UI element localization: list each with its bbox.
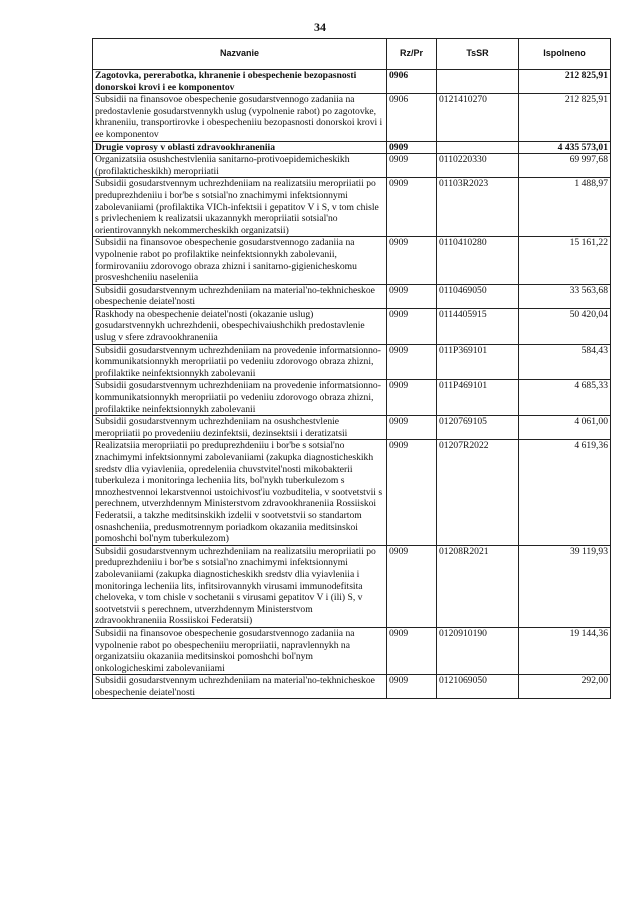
- cell-executed: 33 563,68: [519, 284, 611, 308]
- cell-rzpr: 0909: [387, 675, 437, 699]
- cell-executed: 292,00: [519, 675, 611, 699]
- table-row: [93, 94, 611, 141]
- cell-csr: [437, 141, 519, 154]
- cell-csr: 011P369101: [437, 344, 519, 380]
- cell-name: Subsidii gosudarstvennym uchrezhdeniiam na material'no-tekhnicheskoe obespechenie deiatel'nosti: [93, 675, 387, 699]
- cell-executed: 15 161,22: [519, 237, 611, 284]
- cell-csr: 0121410270: [437, 94, 519, 141]
- table-row: [93, 627, 611, 674]
- budget-table: [92, 38, 611, 699]
- cell-rzpr: 0909: [387, 308, 437, 344]
- cell-name: Subsidii gosudarstvennym uchrezhdeniiam na provedenie informatsionno-kommunikatsionnykh meropriiatii po vedeniiu zdorovogo obraza zhizni, profilaktike neinfektsionnykh zabolevanii: [93, 380, 387, 416]
- cell-name: Organizatsiia osushchestvleniia sanitarno-protivoepidemicheskikh (profilakticheskikh) meropriiatii: [93, 154, 387, 178]
- cell-rzpr: 0909: [387, 344, 437, 380]
- cell-csr: 0120769105: [437, 416, 519, 440]
- header-rzpr: Rz/Pr: [387, 39, 437, 70]
- cell-csr: 0114405915: [437, 308, 519, 344]
- cell-name: Realizatsiia meropriiatii po preduprezhdeniiu i bor'be s sotsial'no znachimymi infektsionnymi zabolevaniiami (zakupka diagnosticheskikh sredstv dlia vyiavleniia, opredeleniia chuvstvitel'nosti mikobakterii tuberkuleza i monitoringa lecheniia lits, bol'nykh tuberkulezom s mnozhestvennoi lekarstvennoi ustoichivost'iu vozbuditelia, v sootvetstvii s perechnem, utverzhdennym Ministerstvom zdravookhraneniia Rossiiskoi Federatsii, a takzhe meditsinskikh izdelii v sootvetstvii so standartom osnashcheniia, predusmotrennym poriadkom okazaniia meditsinskoi pomoshchi bol'nym tuberkulezom): [93, 440, 387, 545]
- header-name: Nazvanie: [93, 39, 387, 70]
- table-row: [93, 178, 611, 237]
- table-row: [93, 284, 611, 308]
- cell-name: Subsidii gosudarstvennym uchrezhdeniiam na osushchestvlenie meropriiatii po provedeniiu dezinfektsii, dezinsektsii i deratizatsii: [93, 416, 387, 440]
- cell-csr: 01103R2023: [437, 178, 519, 237]
- table-row: [93, 440, 611, 545]
- cell-rzpr: 0909: [387, 141, 437, 154]
- cell-name: Subsidii gosudarstvennym uchrezhdeniiam na realizatsiiu meropriiatii po preduprezhdeniiu i bor'be s sotsial'no znachimymi infektsionnymi zabolevaniiami (profilaktika VICh-infektsii i gepatitov V i S, v tom chisle s privlecheniem k realizatsii ukazannykh meropriiatii sotsial'no orientirovannykh nekommercheskikh organizatsii): [93, 178, 387, 237]
- cell-name: Subsidii na finansovoe obespechenie gosudarstvennogo zadaniia na vypolnenie rabot po obespecheniiu meropriiatii, napravlennykh na organizatsiiu okazaniia meditsinskoi pomoshchi bol'nym onkologicheskimi zabolevaniiami: [93, 627, 387, 674]
- cell-executed: 19 144,36: [519, 627, 611, 674]
- cell-executed: 39 119,93: [519, 545, 611, 627]
- cell-rzpr: 0909: [387, 545, 437, 627]
- cell-executed: 584,43: [519, 344, 611, 380]
- table-row: [93, 545, 611, 627]
- cell-executed: 212 825,91: [519, 70, 611, 94]
- cell-csr: 011P469101: [437, 380, 519, 416]
- cell-executed: 1 488,97: [519, 178, 611, 237]
- header-executed: Ispolneno: [519, 39, 611, 70]
- cell-executed: 4 619,36: [519, 440, 611, 545]
- cell-csr: 0120910190: [437, 627, 519, 674]
- table-row: [93, 344, 611, 380]
- cell-csr: [437, 70, 519, 94]
- cell-rzpr: 0909: [387, 627, 437, 674]
- cell-name: Subsidii gosudarstvennym uchrezhdeniiam na provedenie informatsionno-kommunikatsionnykh meropriiatii po vedeniiu zdorovogo obraza zhizni, profilaktike neinfektsionnykh zabolevanii: [93, 344, 387, 380]
- cell-name: Drugie voprosy v oblasti zdravookhraneniia: [93, 141, 387, 154]
- table-row: [93, 141, 611, 154]
- cell-csr: 0110410280: [437, 237, 519, 284]
- table-row: [93, 675, 611, 699]
- cell-rzpr: 0906: [387, 70, 437, 94]
- cell-name: Subsidii gosudarstvennym uchrezhdeniiam na material'no-tekhnicheskoe obespechenie deiatel'nosti: [93, 284, 387, 308]
- cell-name: Subsidii gosudarstvennym uchrezhdeniiam na realizatsiiu meropriiatii po preduprezhdeniiu i bor'be s sotsial'no znachimymi infektsionnymi zabolevaniiami (zakupka diagnosticheskikh sredstv dlia vyiavleniia i monitoringa lecheniia lits, infitsirovannykh virusami immunodefitsita cheloveka, v tom chisle v sochetanii s virusami gepatitov V i (ili) S, v sootvetstvii s perechnem, utverzhdennym Ministerstvom zdravookhraneniia Rossiiskoi Federatsii): [93, 545, 387, 627]
- table-row: [93, 154, 611, 178]
- cell-name: Subsidii na finansovoe obespechenie gosudarstvennogo zadaniia na predostavlenie gosudarstvennykh uslug (vypolnenie rabot) po zagotovke, khraneniiu, transportirovke i obespecheniiu bezopasnosti donorskoi krovi i ee komponentov: [93, 94, 387, 141]
- cell-csr: 0121069050: [437, 675, 519, 699]
- cell-rzpr: 0909: [387, 440, 437, 545]
- cell-csr: 0110220330: [437, 154, 519, 178]
- cell-rzpr: 0906: [387, 94, 437, 141]
- cell-rzpr: 0909: [387, 416, 437, 440]
- cell-executed: 69 997,68: [519, 154, 611, 178]
- table-row: [93, 416, 611, 440]
- cell-rzpr: 0909: [387, 154, 437, 178]
- table-header-row: [93, 39, 611, 70]
- cell-rzpr: 0909: [387, 284, 437, 308]
- cell-name: Zagotovka, pererabotka, khranenie i obespechenie bezopasnosti donorskoi krovi i ee komponentov: [93, 70, 387, 94]
- table-row: [93, 308, 611, 344]
- cell-rzpr: 0909: [387, 380, 437, 416]
- cell-rzpr: 0909: [387, 237, 437, 284]
- cell-name: Raskhody na obespechenie deiatel'nosti (okazanie uslug) gosudarstvennykh uchrezhdenii, obespechivaiushchikh predostavlenie uslug v sfere zdravookhraneniia: [93, 308, 387, 344]
- cell-executed: 212 825,91: [519, 94, 611, 141]
- table-row: [93, 70, 611, 94]
- table-body: [93, 70, 611, 699]
- header-csr: TsSR: [437, 39, 519, 70]
- cell-executed: 4 061,00: [519, 416, 611, 440]
- table-row: [93, 237, 611, 284]
- table-row: [93, 380, 611, 416]
- cell-name: Subsidii na finansovoe obespechenie gosudarstvennogo zadaniia na vypolnenie rabot po profilaktike neinfektsionnykh zabolevanii, formirovaniiu zdorovogo obraza zhizni i sanitarno-gigienicheskomu prosveshcheniiu naseleniia: [93, 237, 387, 284]
- cell-executed: 4 685,33: [519, 380, 611, 416]
- cell-rzpr: 0909: [387, 178, 437, 237]
- cell-executed: 4 435 573,01: [519, 141, 611, 154]
- cell-executed: 50 420,04: [519, 308, 611, 344]
- cell-csr: 01207R2022: [437, 440, 519, 545]
- cell-csr: 0110469050: [437, 284, 519, 308]
- cell-csr: 01208R2021: [437, 545, 519, 627]
- page-number: 34: [314, 20, 326, 34]
